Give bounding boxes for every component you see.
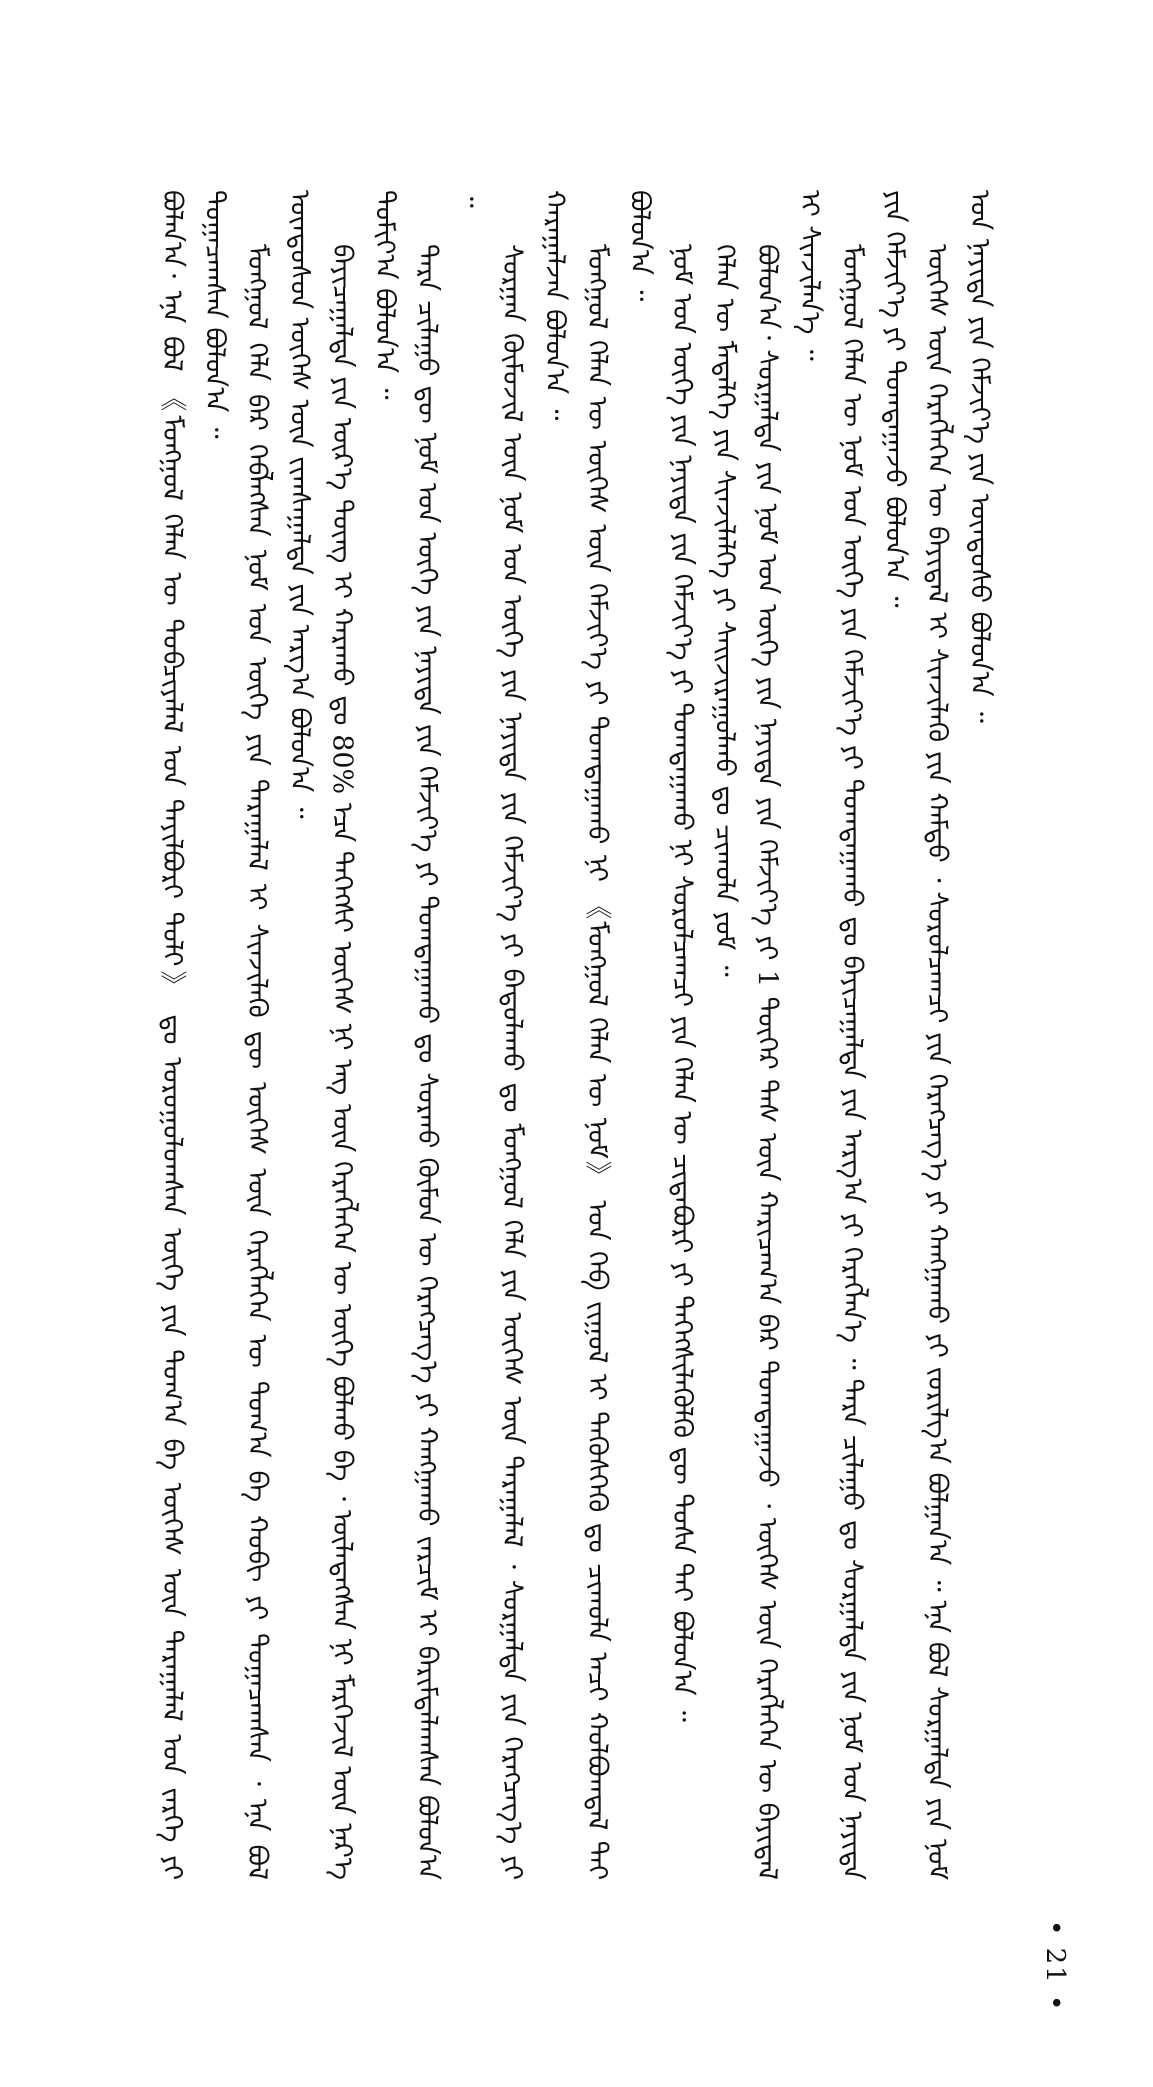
paragraph: ᠲᠡᠷᠡ ᠴᠢᠯᠠᠭᠤ ᠳᠦ ᠨᠣᠮ ᠤᠨ ᠦᠭᠡ ᠶᠢᠨ ᠨᠡᠶᠢᠲᠡ ᠶᠢᠨ ᠬᠡᠮᠵᠢᠶ᠎ᠡ ᠶᠢ ᠲᠣᠭᠲᠠᠭᠠᠬᠤ ᠳᠤ ᠰᠤᠷᠬᠤ ᠬᠦᠮᠦᠨ ᠦ ᠬᠡᠷᠡᠭᠴᠡᠭ᠎ᠡ ᠶᠢ ᠬᠠᠩᠭᠠᠬᠤ ᠵᠠᠷᠴᠢᠮ ᠢ ᠪᠠᠷᠢᠮᠲᠠᠯᠠᠭᠰᠠᠨ ᠪᠣᠯᠣᠨ᠎ᠠ ᠃ xyxy=(411,190,485,1880)
paragraph: ᠬᠡᠯᠡᠨ ᠦ ᠮᠡᠳᠡᠯᠭᠡ ᠶᠢᠨ ᠰᠢᠨᠵᠢᠯᠡᠯᠭᠡ ᠶᠢ ᠰᠠᠢᠵᠢᠷᠠᠭᠤᠯᠬᠤ ᠳᠤ ᠴᠢᠬᠤᠯᠠ ᠶᠤᠮ ᠃ xyxy=(709,244,740,977)
paragraph: ᠪᠣᠯᠠᠨ᠎ᠠ᠂ ᠡᠨᠡ ᠪᠣᠯ 《ᠮᠣᠩᠭᠣᠯ ᠬᠡᠯᠡᠨ ᠦ ᠲᠣᠪᠴᠢᠶᠠᠯᠠᠯ ᠤᠨ ᠲᠠᠶᠢᠯᠪᠤᠷᠢ ᠲᠣᠯᠢ》 ᠳᠤ ᠣᠷᠤᠭᠤᠯᠤᠭᠰᠠᠨ ᠦᠭᠡ ᠶᠢᠨ ᠲᠣᠭ᠎ᠠ ᠪᠠ ᠦᠭᠡᠰ ᠦᠨ ᠳᠠᠷᠠᠭᠠᠯᠠᠯ ᠤᠨ ᠵᠡᠷᠭᠡ ᠶᠢ ᠲᠣᠭᠠᠴᠠᠭᠰᠠᠨ ᠪᠣᠯᠣᠨ᠎ᠠ ᠃ xyxy=(156,190,230,1881)
paragraph: ᠪᠣᠯᠣᠨ᠎ᠠ᠂ ᠰᠤᠷᠭᠠᠯᠲᠠ ᠶᠢᠨ ᠨᠣᠮ ᠤᠨ ᠦᠭᠡ ᠶᠢᠨ ᠨᠡᠶᠢᠲᠡ ᠶᠢᠨ ᠬᠡᠮᠵᠢᠶ᠎ᠡ ᠶᠢ 1 ᠳᠦᠭᠡᠷ ᠳᠡᠰ ᠦᠨ ᠬᠠᠷᠢᠴᠠᠭ᠎ᠠ ᠪᠠᠷ ᠲᠣᠭᠲᠠᠭᠠᠵᠤ ᠂ ᠦᠭᠡᠰ ᠦᠨ ᠬᠡᠷᠡᠭᠯᠡᠭᠡᠨ ᠦ ᠪᠠᠶᠢᠳᠠᠯ ᠢ ᠰᠢᠨᠵᠢᠯᠡᠨ᠎ᠡ ᠃ xyxy=(751,190,825,1880)
paragraph: ᠮᠣᠩᠭᠣᠯ ᠬᠡᠯᠡᠨ ᠦ ᠨᠣᠮ ᠤᠨ ᠦᠭᠡ ᠶᠢᠨ ᠬᠡᠮᠵᠢᠶ᠎ᠡ ᠶᠢ ᠲᠣᠭᠲᠠᠭᠠᠬᠤ ᠳᠤ ᠪᠠᠶᠢᠴᠠᠭᠠᠯᠲᠠ ᠶᠢᠨ ᠠᠷᠭ᠎ᠠ ᠶᠢ ᠬᠡᠷᠡᠭᠯᠡᠨ᠎ᠡ ᠃ ᠲᠡᠷᠡ ᠴᠢᠯᠠᠭᠤ ᠳᠤ ᠰᠤᠷᠭᠠᠯᠲᠠ ᠶᠢᠨ ᠨᠣᠮ ᠤᠨ ᠨᠡᠶᠢᠲᠡ ᠶᠢᠨ ᠬᠡᠮᠵᠢᠶ᠎ᠡ ᠶᠢ ᠲᠣᠭᠲᠠᠭᠠᠵᠤ ᠪᠣᠯᠣᠨ᠎ᠠ ᠃ xyxy=(836,190,910,1880)
paragraph: ᠰᠤᠷᠭᠠᠨ ᠬᠦᠮᠦᠵᠢᠯ ᠦᠨ ᠨᠣᠮ ᠤᠨ ᠦᠭᠡ ᠶᠢᠨ ᠨᠡᠶᠢᠲᠡ ᠶᠢᠨ ᠬᠡᠮᠵᠢᠶ᠎ᠡ ᠶᠢ ᠪᠠᠲᠤᠯᠠᠬᠤ ᠳᠤ ᠮᠣᠩᠭᠣᠯ ᠬᠡᠯᠡ ᠶᠢᠨ ᠦᠭᠡᠰ ᠦᠨ ᠳᠠᠷᠠᠭᠠᠯᠠᠯ ᠂ ᠰᠤᠷᠭᠠᠯᠲᠠ ᠶᠢᠨ ᠬᠡᠷᠡᠭᠴᠡᠭ᠎ᠡ ᠶᠢ ᠬᠠᠷᠠᠭᠠᠯᠵᠠᠨ ᠪᠣᠯᠣᠨ᠎ᠠ ᠃ xyxy=(496,190,570,1880)
paragraph: ᠮᠣᠩᠭᠣᠯ ᠬᠡᠯᠡ ᠪᠡᠷ ᠬᠡᠪᠯᠡᠭᠰᠡᠨ ᠨᠣᠮ ᠤᠨ ᠦᠭᠡ ᠶᠢᠨ ᠳᠠᠷᠠᠭᠠᠯᠠᠯ ᠢ ᠰᠢᠨᠵᠢᠯᠡᠬᠦ ᠳᠦ ᠦᠭᠡᠰ ᠦᠨ ᠬᠡᠷᠡᠭᠯᠡᠭᠡᠨ ᠦ ᠲᠣᠭ᠎ᠠ ᠪᠠ ᠬᠤᠪᠢ ᠶᠢ ᠲᠣᠭᠠᠴᠠᠭᠰᠠᠨ ᠂ ᠡᠨᠡ ᠪᠣᠯ ᠦᠨᠳᠦᠰᠦᠨ ᠦᠭᠡᠰ ᠦᠨ ᠵᠢᠭᠰᠠᠭᠠᠯᠲᠠ ᠶᠢᠨ ᠠᠷᠭ᠎ᠠ ᠪᠣᠯᠣᠨ᠎ᠠ ᠃ xyxy=(241,190,315,1880)
page-number: • 21 • xyxy=(1040,1920,1070,2013)
paragraph: ᠨᠣᠮ ᠤᠨ ᠦᠭᠡ ᠶᠢᠨ ᠨᠡᠶᠢᠲᠡ ᠶᠢᠨ ᠬᠡᠮᠵᠢᠶ᠎ᠡ ᠶᠢ ᠲᠣᠭᠲᠠᠭᠠᠬᠤ ᠨᠢ ᠰᠤᠷᠤᠯᠴᠠᠭᠴᠢ ᠶᠢᠨ ᠬᠡᠯᠡᠨ ᠦ ᠴᠢᠳᠠᠪᠤᠷᠢ ᠶᠢ ᠳᠡᠭᠡᠭᠰᠢᠯᠡᠭᠦᠯᠬᠦ ᠳᠦ ᠲᠤᠰᠠ ᠲᠠᠢ ᠪᠣᠯᠣᠨ᠎ᠠ ᠃ xyxy=(666,244,698,1722)
paragraph: ᠦᠭᠡᠰ ᠦᠨ ᠬᠡᠷᠡᠭᠯᠡᠭᠡᠨ ᠦ ᠪᠠᠶᠢᠳᠠᠯ ᠢ ᠰᠢᠨᠵᠢᠯᠡᠬᠦ ᠶᠢᠨ ᠬᠠᠮᠲᠤ ᠂ ᠰᠤᠷᠤᠯᠴᠠᠭᠴᠢ ᠶᠢᠨ ᠬᠡᠷᠡᠭᠴᠡᠭ᠎ᠡ ᠶᠢ ᠬᠠᠩᠭᠠᠬᠤ ᠶᠢ ᠵᠣᠷᠢᠯᠭ᠎ᠠ ᠪᠣᠯᠭᠠᠨ᠎ᠠ ᠃ ᠡᠨᠡ ᠪᠣᠯ ᠰᠤᠷᠭᠠᠯᠲᠠ ᠶᠢᠨ ᠨᠣᠮ ᠤᠨ ᠨᠡᠶᠢᠲᠡ ᠶᠢᠨ ᠬᠡᠮᠵᠢᠶ᠎ᠡ ᠶᠢᠨ ᠦᠨᠳᠦᠰᠦ ᠪᠣᠯᠣᠨ᠎ᠠ ᠃ xyxy=(921,190,995,1880)
paragraph: ᠪᠠᠶᠢᠴᠠᠭᠠᠯᠲᠠ ᠶᠢᠨ ᠦᠷ᠎ᠡ ᠳᠦᠩ ᠢ ᠬᠠᠷᠠᠬᠤ ᠳᠤ 80% ᠡᠴᠡ ᠳᠡᠭᠡᠭᠰᠢ ᠦᠭᠡᠰ ᠨᠢ ᠡᠩ ᠦᠨ ᠬᠡᠷᠡᠭᠯᠡᠭᠡᠨ ᠦ ᠦᠭᠡ ᠪᠣᠯᠬᠤ ᠪᠠ ᠂ ᠦᠯᠡᠳᠡᠭᠰᠡᠨ ᠨᠢ ᠮᠡᠷᠭᠡᠵᠢᠯ ᠦᠨ ᠨᠡᠷ᠎ᠡ ᠲᠣᠮᠢᠶ᠎ᠠ ᠪᠣᠯᠣᠨ᠎ᠠ ᠃ xyxy=(326,190,400,1880)
paragraph: ᠮᠣᠩᠭᠣᠯ ᠬᠡᠯᠡᠨ ᠦ ᠦᠭᠡᠰ ᠦᠨ ᠬᠡᠮᠵᠢᠶ᠎ᠡ ᠶᠢ ᠲᠣᠭᠲᠠᠭᠠᠬᠤ ᠨᠢ 《ᠮᠣᠩᠭᠣᠯ ᠬᠡᠯᠡᠨ ᠦ ᠨᠣᠮ》 ᠤᠨ ᠬᠡᠪ ᠵᠢᠭᠤᠯ ᠢ ᠲᠡᠭᠦᠰᠬᠡᠬᠦ ᠳᠤ ᠴᠢᠬᠤᠯᠠ ᠠᠴᠢ ᠬᠣᠯᠪᠣᠭᠳᠠᠯ ᠲᠠᠶ ᠪᠣᠯᠣᠨ᠎ᠠ ᠃ xyxy=(581,190,655,1880)
mongolian-text-body xyxy=(150,190,995,1881)
